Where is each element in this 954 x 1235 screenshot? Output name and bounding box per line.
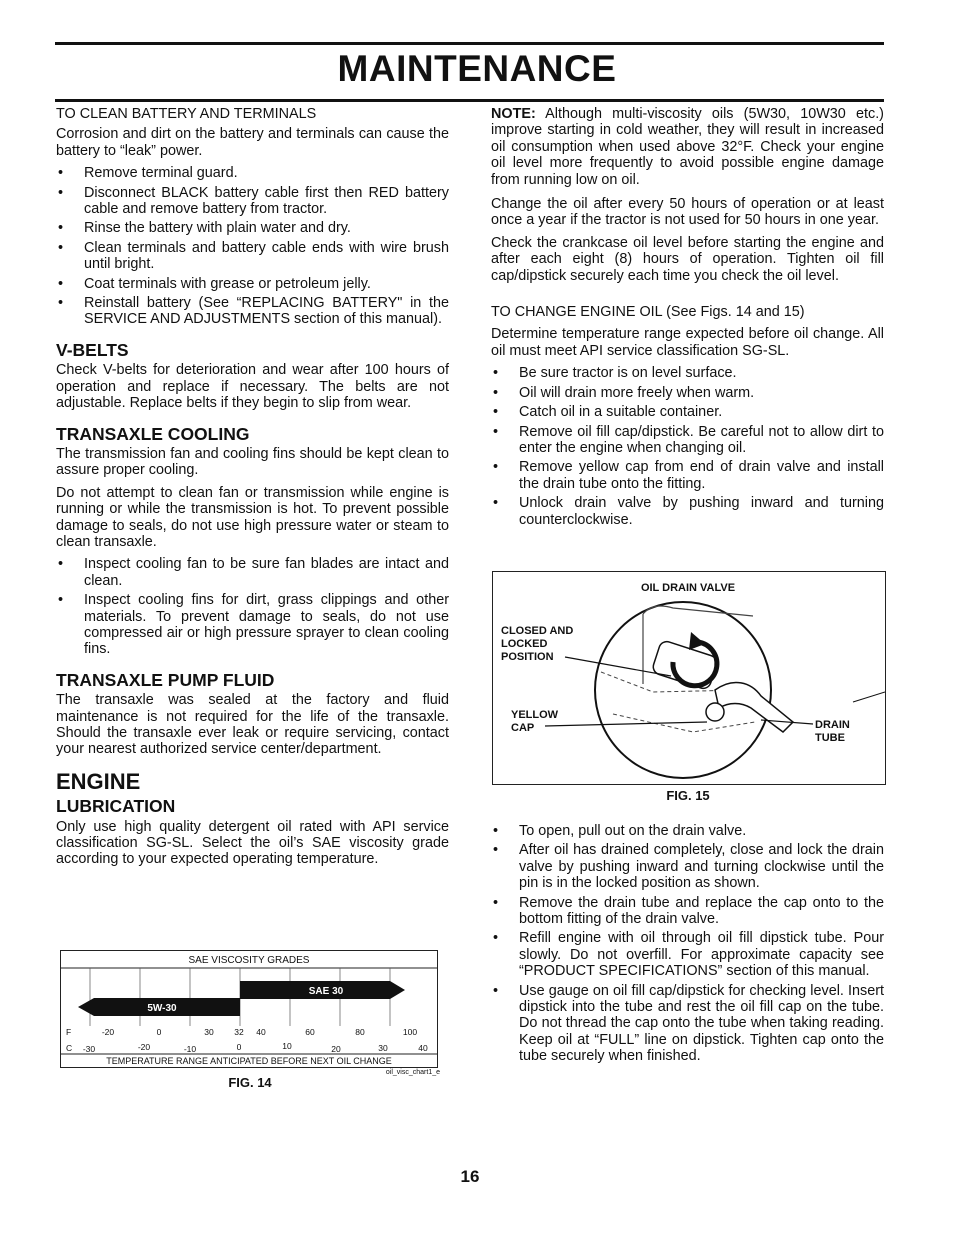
fig14-chart xyxy=(60,950,438,1068)
note-text: Although multi-viscosity oils (5W30, 10W30 etc.) improve starting in cold weather, they will result in increased oil consumption when used above 32°F. Check your engine oil level more frequently to avoid possible engine damage from running low on oil. xyxy=(491,106,884,188)
c-tick: -30 xyxy=(82,1044,96,1054)
cooling-p2: Do not attempt to clean fan or transmission while engine is running or while the transmission is hot. To prevent possible damage to seals, do not use high pressure water or steam to clean transaxle. xyxy=(56,484,449,550)
list-item: • Catch oil in a suitable container. xyxy=(491,404,884,420)
list-item: • Coat terminals with grease or petroleum jelly. xyxy=(56,276,449,292)
f-tick: 100 xyxy=(402,1027,418,1037)
label-locked: LOCKED xyxy=(501,638,548,650)
label-tube: TUBE xyxy=(815,732,845,744)
5w30-label: 5W-30 xyxy=(147,1003,177,1014)
lubrication-heading: LUBRICATION xyxy=(56,796,176,817)
yellow-cap-shape xyxy=(706,703,724,721)
f-tick: 30 xyxy=(204,1027,214,1037)
list-item: • Inspect cooling fan to be sure fan blades are intact and clean. xyxy=(56,556,449,589)
drain-valve-svg xyxy=(493,572,885,784)
c-tick: 20 xyxy=(331,1044,341,1054)
f-tick: 80 xyxy=(355,1027,365,1037)
list-item: • Unlock drain valve by pushing inward and turning counterclockwise. xyxy=(491,495,884,528)
right-column xyxy=(491,106,884,534)
c-tick: 30 xyxy=(378,1043,388,1053)
f-tick: -20 xyxy=(101,1027,115,1037)
c-axis-label: C xyxy=(66,1043,73,1053)
list-item: • Remove oil fill cap/dipstick. Be careful not to allow dirt to enter the engine when changing oil. xyxy=(491,424,884,457)
list-item: • To open, pull out on the drain valve. xyxy=(491,823,884,839)
note-paragraph xyxy=(491,106,884,188)
lubrication-text: Only use high quality detergent oil rated with API service classification SG-SL. Select the oil’s SAE viscosity grade according to your expected operating temperature. xyxy=(56,818,449,868)
fig14-code: oil_visc_chart1_e xyxy=(385,1069,440,1076)
cooling-p1: The transmission fan and cooling fins should be kept clean to assure proper cooling. xyxy=(56,445,449,479)
label-position: POSITION xyxy=(501,651,554,663)
change-oil-list xyxy=(491,365,884,528)
page-number: 16 xyxy=(460,1167,480,1186)
label-yellow: YELLOW xyxy=(511,709,559,721)
list-item: • Rinse the battery with plain water and dry. xyxy=(56,220,449,236)
f-axis-label: F xyxy=(66,1027,72,1037)
fig15-caption: FIG. 15 xyxy=(666,788,710,803)
label-drain: DRAIN xyxy=(815,719,850,731)
leader-edge xyxy=(853,692,885,702)
label-oil-drain-valve: OIL DRAIN VALVE xyxy=(640,582,736,594)
f-tick: 32 xyxy=(234,1027,244,1037)
chart-title: SAE VISCOSITY GRADES xyxy=(188,955,310,966)
change-oil-intro: Determine temperature range expected before oil change. All oil must meet API service classification SG-SL. xyxy=(491,326,884,359)
list-item: • Remove yellow cap from end of drain valve and install the drain tube onto the fitting. xyxy=(491,459,884,492)
chart-footer: TEMPERATURE RANGE ANTICIPATED BEFORE NEXT OIL CHANGE xyxy=(106,1056,392,1066)
f-tick: 40 xyxy=(256,1027,266,1037)
list-item: • Disconnect BLACK battery cable first then RED battery cable and remove battery from tractor. xyxy=(56,185,449,218)
fig14-caption: FIG. 14 xyxy=(228,1075,272,1090)
leader-yellow-cap xyxy=(545,722,707,726)
label-closed: CLOSED AND xyxy=(501,625,574,637)
pump-heading: TRANSAXLE PUMP FLUID xyxy=(56,669,275,690)
c-tick: 40 xyxy=(418,1043,428,1053)
vbelts-text: Check V-belts for deterioration and wear after 100 hours of operation and replace if necessary. The belts are not adjustable. Replace belts if they begin to slip from wear. xyxy=(56,362,449,412)
c-tick: 0 xyxy=(236,1042,242,1052)
list-item: • Be sure tractor is on level surface. xyxy=(491,365,884,381)
list-item: • Reinstall battery (See “REPLACING BATTERY" in the SERVICE AND ADJUSTMENTS section of this manual). xyxy=(56,295,449,328)
oil-level-check: Check the crankcase oil level before starting the engine and after each eight (8) hours of operation. Tighten oil fill cap/dipstick securely each time you check the oil level. xyxy=(491,234,884,284)
fig15-illustration xyxy=(492,571,886,785)
viscosity-chart-svg xyxy=(60,950,438,1068)
battery-list xyxy=(56,165,449,328)
cooling-heading: TRANSAXLE COOLING xyxy=(56,423,250,444)
label-cap: CAP xyxy=(511,722,535,734)
c-tick: 10 xyxy=(282,1041,292,1051)
battery-intro: Corrosion and dirt on the battery and terminals can cause the battery to “leak” power. xyxy=(56,126,449,159)
list-item: • Remove the drain tube and replace the cap onto to the bottom fitting of the drain valve. xyxy=(491,895,884,928)
oil-change-interval: Change the oil after every 50 hours of operation or at least once a year if the tractor is not used for 50 hours in one year. xyxy=(491,196,884,229)
battery-heading: TO CLEAN BATTERY AND TERMINALS xyxy=(56,106,317,122)
top-rule xyxy=(55,42,884,45)
vbelts-heading: V-BELTS xyxy=(56,339,129,360)
pump-text: The transaxle was sealed at the factory and fluid maintenance is not required for the life of the transaxle. Should the transaxle ever leak or require servicing, contact your nearest authorized service center/department. xyxy=(56,692,449,758)
list-item: • Inspect cooling fins for dirt, grass clippings and other materials. To prevent damage to seals, do not use compressed air or high pressure sprayer to clean cooling fins. xyxy=(56,592,449,658)
page-title: MAINTENANCE xyxy=(337,48,617,89)
list-item: • Clean terminals and battery cable ends with wire brush until bright. xyxy=(56,240,449,273)
c-tick: -20 xyxy=(137,1042,151,1052)
change-oil-heading: TO CHANGE ENGINE OIL (See Figs. 14 and 15) xyxy=(491,304,805,321)
engine-heading: ENGINE xyxy=(56,768,141,794)
c-tick: -10 xyxy=(183,1044,197,1054)
f-tick: 0 xyxy=(156,1027,162,1037)
title-rule xyxy=(55,99,884,102)
cooling-list xyxy=(56,556,449,657)
f-tick: 60 xyxy=(305,1027,315,1037)
left-column xyxy=(56,106,449,874)
list-item: • Use gauge on oil fill cap/dipstick for checking level. Insert dipstick into the tube and rest the oil fill cap on the tube. Do not thread the cap onto the tube when taking reading. Keep oil at “FULL” line on dipstick. Tighten cap onto the tube securely when finished. xyxy=(491,983,884,1065)
drain-steps-list xyxy=(491,823,884,1065)
list-item: • Oil will drain more freely when warm. xyxy=(491,385,884,401)
note-label: NOTE: xyxy=(491,106,536,122)
list-item: • Remove terminal guard. xyxy=(56,165,449,181)
drain-tube-shape xyxy=(715,682,793,732)
list-item: • After oil has drained completely, close and lock the drain valve by pushing inward and turning clockwise until the pin is in the locked position as shown. xyxy=(491,842,884,891)
list-item: • Refill engine with oil through oil fill dipstick tube. Pour slowly. Do not overfill. For approximate capacity see “PRODUCT SPECIFICATIONS” section of this manual. xyxy=(491,930,884,979)
right-column-lower xyxy=(491,823,884,1071)
sae30-label: SAE 30 xyxy=(308,986,344,997)
